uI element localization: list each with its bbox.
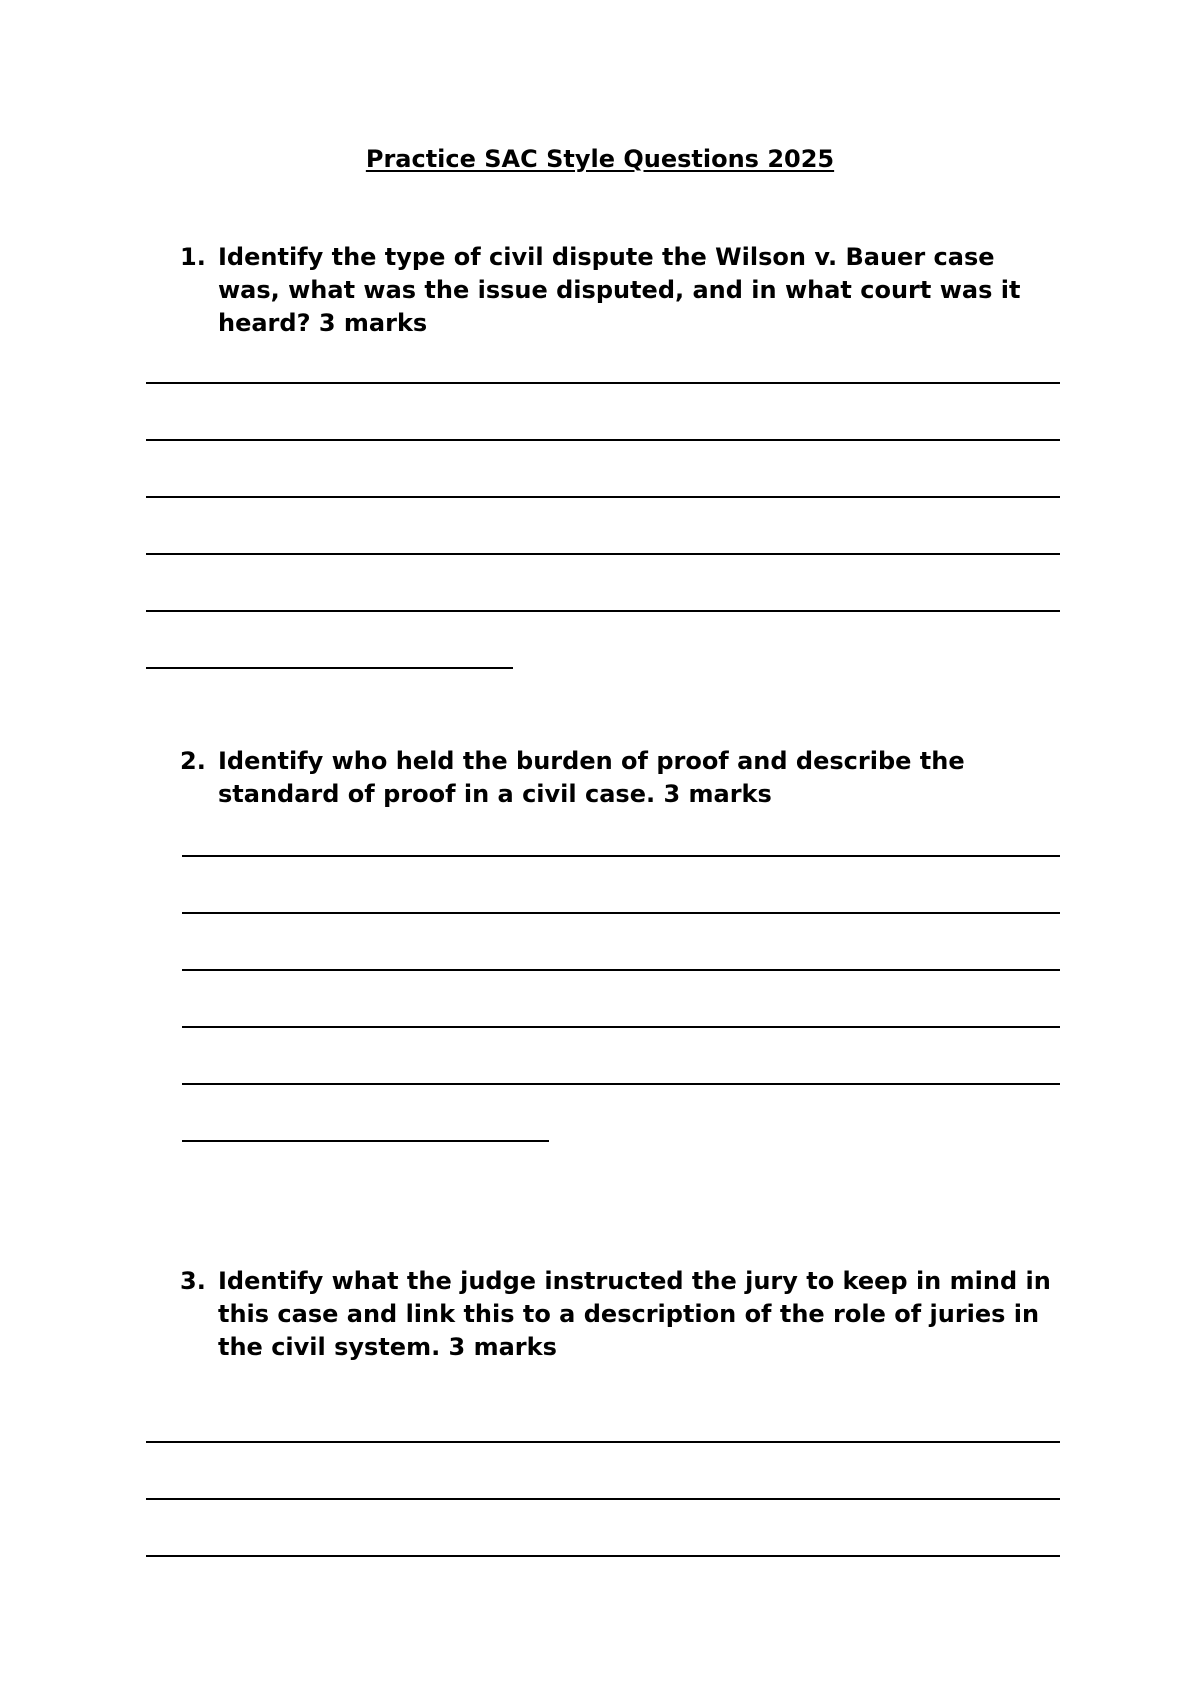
answer-line <box>182 912 1060 914</box>
answer-line <box>182 969 1060 971</box>
answer-line <box>146 553 1060 555</box>
answer-line-short <box>182 1140 549 1142</box>
question-2-number: 2. <box>180 747 206 775</box>
answer-line <box>146 382 1060 384</box>
page-title-text: Practice SAC Style Questions 2025 <box>365 145 835 173</box>
answer-line <box>182 1026 1060 1028</box>
question-3 <box>180 1265 1060 1364</box>
answer-line <box>146 1498 1060 1500</box>
page-title <box>0 143 1200 175</box>
question-2 <box>180 745 1060 811</box>
answer-line-short <box>146 667 513 669</box>
question-1-text: Identify the type of civil dispute the Wilson v. Bauer case was, what was the issue disputed, and in what court was it heard? 3 marks <box>218 243 1021 337</box>
question-3-number: 3. <box>180 1267 206 1295</box>
answer-line <box>146 439 1060 441</box>
question-3-text: Identify what the judge instructed the jury to keep in mind in this case and link this to a description of the role of juries in the civil system. 3 marks <box>218 1267 1051 1361</box>
answer-line <box>182 855 1060 857</box>
question-1 <box>180 241 1060 340</box>
question-2-text: Identify who held the burden of proof and describe the standard of proof in a civil case. 3 marks <box>218 747 965 808</box>
answer-line <box>146 610 1060 612</box>
answer-line <box>182 1083 1060 1085</box>
question-1-number: 1. <box>180 243 206 271</box>
answer-line <box>146 496 1060 498</box>
answer-line <box>146 1441 1060 1443</box>
answer-line <box>146 1555 1060 1557</box>
